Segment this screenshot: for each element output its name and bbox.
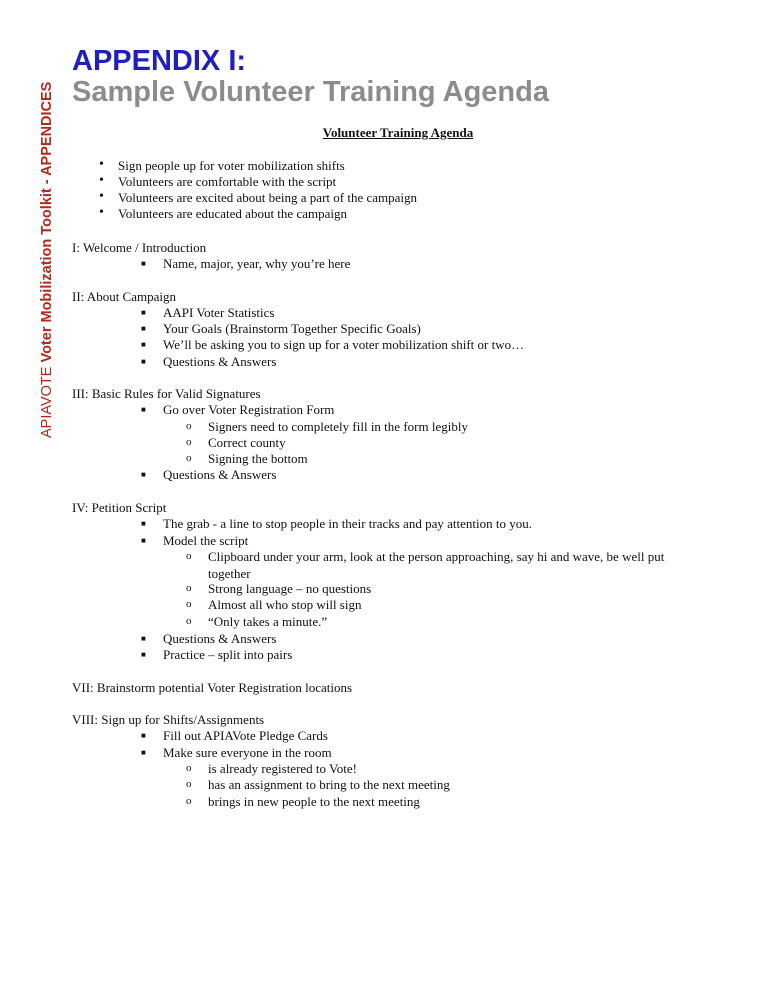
agenda-item: Make sure everyone in the room (163, 745, 332, 760)
square-marker: ■ (141, 340, 146, 349)
section-heading: III: Basic Rules for Valid Signatures (72, 386, 261, 401)
square-marker: ■ (141, 536, 146, 545)
agenda-subitem: Clipboard under your arm, look at the person approaching, say hi and wave, be well put (208, 549, 665, 564)
toolkit-label: Voter Mobilization Toolkit - APPENDICES (39, 81, 55, 367)
circle-marker: o (186, 582, 192, 594)
section-heading: VIII: Sign up for Shifts/Assignments (72, 712, 265, 727)
brand-name: APIAVOTE (39, 366, 55, 438)
agenda-item: Your Goals (Brainstorm Together Specific Goals) (163, 321, 421, 336)
circle-marker: o (186, 778, 192, 790)
agenda-title: Volunteer Training Agenda (322, 125, 474, 140)
page-title: Sample Volunteer Training Agenda (72, 76, 549, 108)
section-heading: VII: Brainstorm potential Voter Registration locations (72, 680, 353, 695)
agenda-subitem: has an assignment to bring to the next meeting (208, 777, 450, 792)
agenda-item: Practice – split into pairs (163, 647, 293, 662)
agenda-item: Model the script (163, 533, 249, 548)
square-marker: ■ (141, 748, 146, 757)
goal-item: Sign people up for voter mobilization shifts (118, 158, 345, 173)
bullet-marker: • (99, 157, 104, 172)
agenda-item: Fill out APIAVote Pledge Cards (163, 728, 328, 743)
circle-marker: o (186, 615, 192, 627)
agenda-item: Go over Voter Registration Form (163, 402, 335, 417)
goal-item: Volunteers are educated about the campaign (118, 206, 347, 221)
circle-marker: o (186, 598, 192, 610)
agenda-item: Questions & Answers (163, 354, 277, 369)
agenda-subitem: Almost all who stop will sign (208, 597, 362, 612)
goal-item: Volunteers are comfortable with the script (118, 174, 337, 189)
square-marker: ■ (141, 259, 146, 268)
square-marker: ■ (141, 650, 146, 659)
agenda-subitem: Strong language – no questions (208, 581, 372, 596)
section-heading: II: About Campaign (72, 289, 176, 304)
bullet-marker: • (99, 189, 104, 204)
agenda-item: The grab - a line to stop people in their tracks and pay attention to you. (163, 516, 532, 531)
circle-marker: o (186, 436, 192, 448)
agenda-item: AAPI Voter Statistics (163, 305, 275, 320)
circle-marker: o (186, 550, 192, 562)
agenda-item: Questions & Answers (163, 467, 277, 482)
circle-marker: o (186, 762, 192, 774)
square-marker: ■ (141, 324, 146, 333)
agenda-item: We’ll be asking you to sign up for a voter mobilization shift or two… (163, 337, 525, 352)
agenda-subitem: is already registered to Vote! (208, 761, 357, 776)
agenda-subitem: brings in new people to the next meeting (208, 794, 420, 809)
agenda-item: Questions & Answers (163, 631, 277, 646)
bullet-marker: • (99, 173, 104, 188)
section-heading: IV: Petition Script (72, 500, 167, 515)
square-marker: ■ (141, 470, 146, 479)
square-marker: ■ (141, 731, 146, 740)
square-marker: ■ (141, 405, 146, 414)
circle-marker: o (186, 795, 192, 807)
agenda-subitem-continued: together (208, 566, 251, 581)
bullet-marker: • (99, 205, 104, 220)
appendix-heading: APPENDIX I: (72, 45, 247, 77)
circle-marker: o (186, 452, 192, 464)
agenda-subitem: Signing the bottom (208, 451, 308, 466)
square-marker: ■ (141, 519, 146, 528)
goal-item: Volunteers are excited about being a part of the campaign (118, 190, 418, 205)
agenda-subitem: Correct county (208, 435, 286, 450)
square-marker: ■ (141, 308, 146, 317)
circle-marker: o (186, 420, 192, 432)
square-marker: ■ (141, 634, 146, 643)
section-heading: I: Welcome / Introduction (72, 240, 207, 255)
square-marker: ■ (141, 357, 146, 366)
agenda-subitem: “Only takes a minute.” (208, 614, 328, 629)
agenda-subitem: Signers need to completely fill in the form legibly (208, 419, 468, 434)
agenda-item: Name, major, year, why you’re here (163, 256, 351, 271)
